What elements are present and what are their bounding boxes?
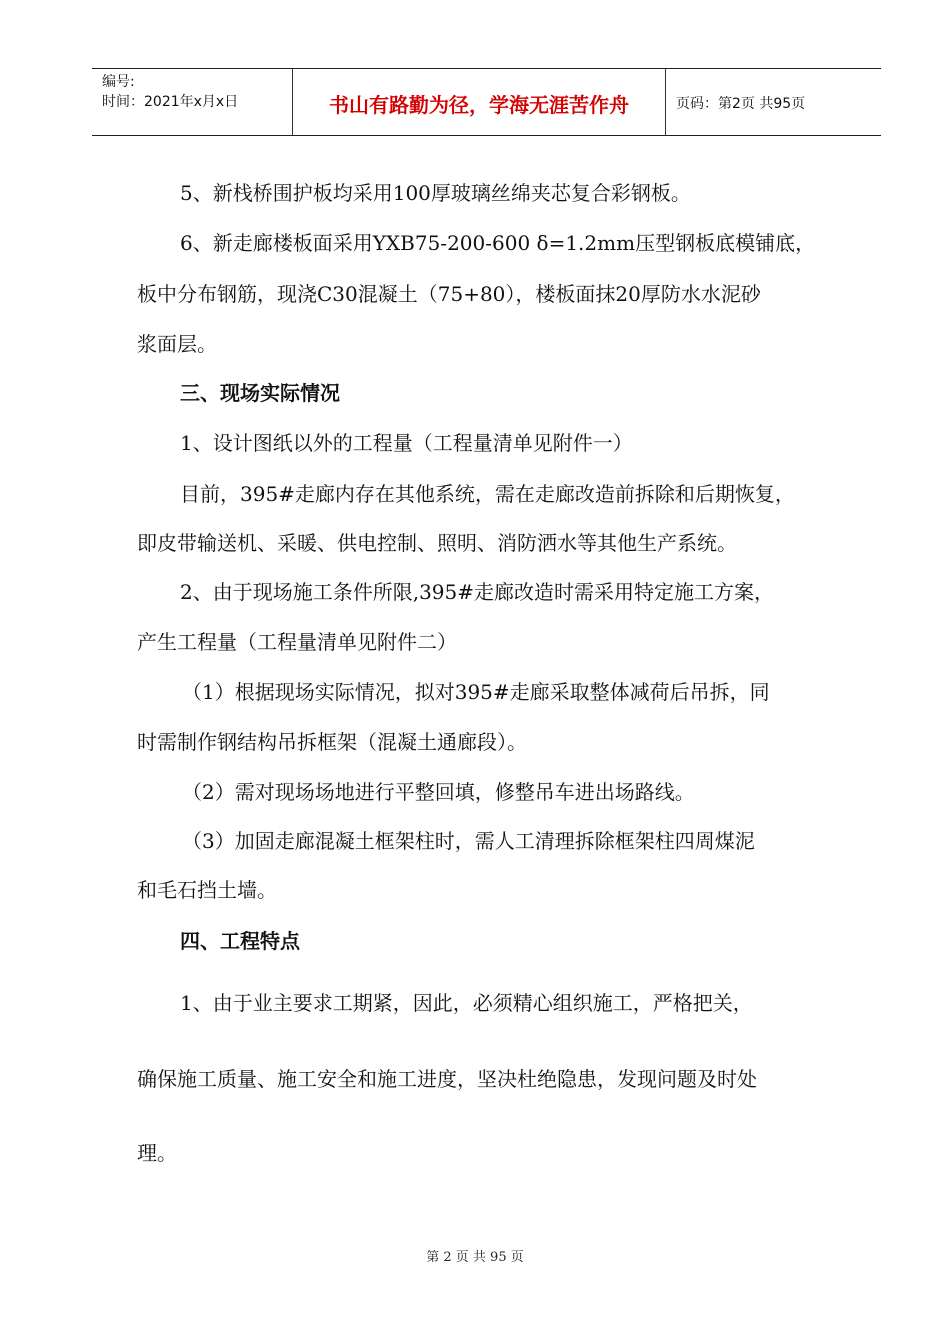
body-line: 即皮带输送机、采暖、供电控制、照明、消防洒水等其他生产系统。	[137, 531, 737, 555]
section-heading: 四、工程特点	[180, 929, 300, 953]
document-number-label: 编号:	[102, 74, 135, 90]
document-header	[92, 68, 881, 136]
body-line: 1、设计图纸以外的工程量（工程量清单见附件一）	[180, 431, 633, 455]
body-line: （2）需对现场场地进行平整回填，修整吊车进出场路线。	[182, 780, 695, 804]
header-page-cell	[666, 69, 881, 135]
header-motto-cell	[293, 69, 666, 135]
body-line: 产生工程量（工程量清单见附件二）	[137, 630, 457, 654]
body-line: （1）根据现场实际情况，拟对395#走廊采取整体减荷后吊拆，同	[182, 680, 770, 704]
body-line: 和毛石挡土墙。	[137, 878, 277, 902]
page-footer: 第 2 页 共 95 页	[426, 1250, 524, 1265]
body-line: 时需制作钢结构吊拆框架（混凝土通廊段）。	[137, 730, 527, 754]
body-line: 目前，395#走廊内存在其他系统，需在走廊改造前拆除和后期恢复，	[180, 482, 795, 506]
body-line: 理。	[137, 1141, 177, 1165]
header-info-cell	[92, 69, 293, 135]
body-line: 板中分布钢筋，现浇C30混凝土（75+80），楼板面抹20厚防水水泥砂	[137, 282, 761, 306]
body-line: 5、新栈桥围护板均采用100厚玻璃丝绵夹芯复合彩钢板。	[180, 181, 691, 205]
body-line: 6、新走廊楼板面采用YXB75-200-600 δ=1.2mm压型钢板底模铺底，	[180, 231, 816, 255]
body-line: （3）加固走廊混凝土框架柱时，需人工清理拆除框架柱四周煤泥	[182, 829, 755, 853]
header-motto: 书山有路勤为径，学海无涯苦作舟	[329, 93, 629, 117]
document-time-label: 时间：2021年x月x日	[102, 94, 239, 110]
body-line: 2、由于现场施工条件所限,395#走廊改造时需采用特定施工方案，	[180, 580, 775, 604]
body-line: 确保施工质量、施工安全和施工进度，坚决杜绝隐患，发现问题及时处	[137, 1067, 757, 1091]
section-heading: 三、现场实际情况	[180, 381, 340, 405]
body-line: 1、由于业主要求工期紧，因此，必须精心组织施工，严格把关，	[180, 991, 753, 1015]
header-page-label: 页码：第2页 共95页	[676, 96, 806, 112]
body-line: 浆面层。	[137, 332, 217, 356]
